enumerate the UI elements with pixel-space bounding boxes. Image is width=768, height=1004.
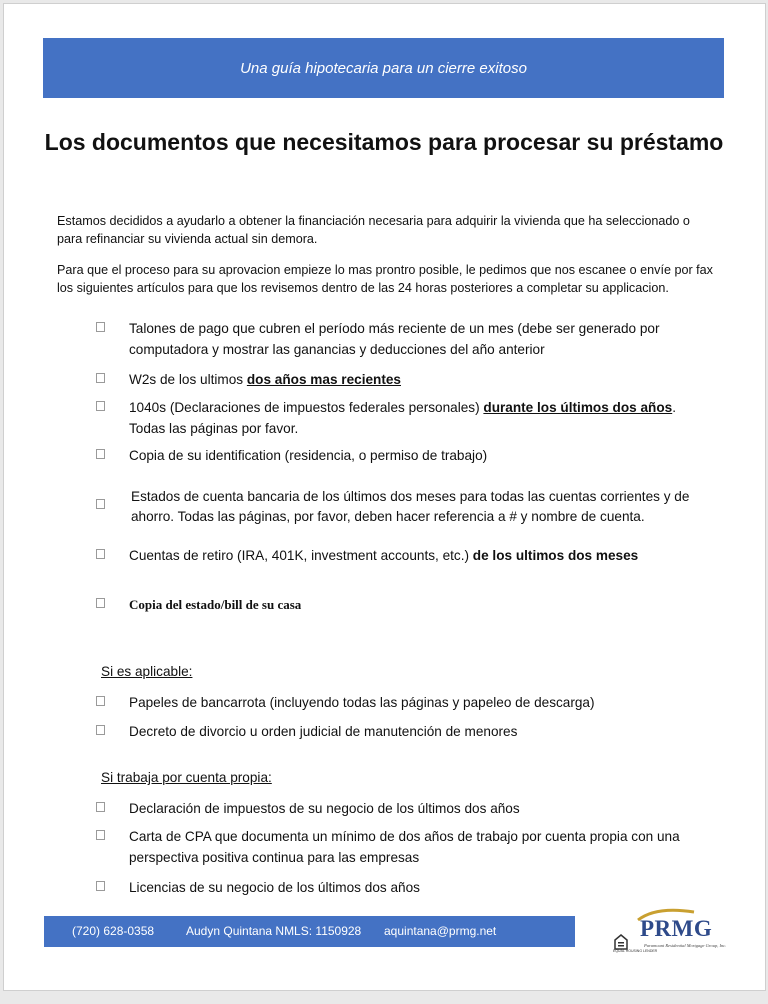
applicable-heading: Si es aplicable: bbox=[101, 664, 193, 679]
checkbox[interactable] bbox=[96, 598, 105, 608]
self-employed-item-business-taxes bbox=[96, 798, 696, 819]
page-title: Los documentos que necesitamos para procesar su préstamo bbox=[44, 129, 724, 155]
item-text: Copia del estado/bill de su casa bbox=[129, 597, 302, 612]
item-text-suffix: . Todas las páginas por favor. bbox=[129, 400, 676, 436]
item-text: Carta de CPA que documenta un mínimo de dos años de trabajo por cuenta propia con una perspectiva positiva continua para las empresas bbox=[129, 829, 680, 865]
item-text: Papeles de bancarrota (incluyendo todas las páginas y papeleo de descarga) bbox=[129, 695, 595, 710]
prmg-logo bbox=[614, 908, 744, 958]
checkbox[interactable] bbox=[96, 322, 105, 332]
intro-paragraph-2: Para que el proceso para su aprovacion empieze lo mas prontro posible, le pedimos que nos escanee o envíe por fax los siguientes artículos para que los revisemos dentro de las 24 horas posteriores a completar su applicacion. bbox=[57, 263, 713, 295]
checkbox[interactable] bbox=[96, 696, 105, 706]
checklist-item-retirement bbox=[96, 545, 696, 566]
item-emphasis: dos años mas recientes bbox=[246, 372, 401, 387]
applicable-item-bankruptcy bbox=[96, 692, 696, 713]
self-employed-item-licenses bbox=[96, 877, 696, 898]
checklist-item-identification bbox=[96, 445, 696, 466]
checkbox[interactable] bbox=[96, 549, 105, 559]
footer-contact: Audyn Quintana NMLS: 1150928 bbox=[186, 924, 362, 938]
item-text: Copia de su identification (residencia, o permiso de trabajo) bbox=[129, 448, 488, 463]
footer-phone[interactable]: (720) 628-0358 bbox=[72, 924, 155, 938]
item-emphasis: de los ultimos dos meses bbox=[472, 548, 639, 563]
checkbox[interactable] bbox=[96, 373, 105, 383]
checkbox[interactable] bbox=[96, 499, 105, 509]
banner-subtitle: Una guía hipotecaria para un cierre exitoso bbox=[240, 59, 527, 77]
item-text: Declaración de impuestos de su negocio de los últimos dos años bbox=[129, 801, 520, 816]
checkbox[interactable] bbox=[96, 401, 105, 411]
intro-paragraph-1: Estamos decididos a ayudarlo a obtener la financiación necesaria para adquirir la vivienda que ha seleccionado o para refinanciar su vivienda actual sin demora. bbox=[57, 214, 690, 246]
logo-tagline: Paramount Residential Mortgage Group, Inc. bbox=[644, 943, 727, 948]
item-text: Decreto de divorcio u orden judicial de manutención de menores bbox=[129, 724, 518, 739]
item-text: Talones de pago que cubren el período más reciente de un mes (debe ser generado por computadora y mostrar las ganancias y deducciones del año anterior bbox=[129, 321, 660, 357]
checkbox[interactable] bbox=[96, 830, 105, 840]
item-emphasis: durante los últimos dos años bbox=[483, 400, 673, 415]
checklist-item-home-statement bbox=[96, 594, 696, 615]
self-employed-item-cpa-letter bbox=[96, 826, 696, 868]
item-text: W2s de los ultimos bbox=[129, 372, 247, 387]
checklist-item-tax-returns bbox=[96, 397, 696, 439]
item-text: Estados de cuenta bancaria de los últimos dos meses para todas las cuentas corrientes y de ahorro. Todas las páginas, por favor, deben hacer referencia a # y nombre de cuenta. bbox=[131, 489, 690, 524]
applicable-item-divorce bbox=[96, 721, 696, 742]
footer-email[interactable]: aquintana@prmg.net bbox=[384, 924, 497, 938]
self-employed-heading: Si trabaja por cuenta propia: bbox=[101, 770, 272, 785]
checklist-item-paystubs bbox=[96, 318, 696, 360]
item-text: 1040s (Declaraciones de impuestos federales personales) bbox=[129, 400, 484, 415]
checkbox[interactable] bbox=[96, 802, 105, 812]
equal-housing-label: EQUAL HOUSING LENDER bbox=[613, 949, 658, 953]
document-page bbox=[3, 3, 766, 991]
checklist-item-w2 bbox=[96, 369, 696, 390]
item-text: Cuentas de retiro (IRA, 401K, investment accounts, etc.) bbox=[129, 548, 473, 563]
logo-name: PRMG bbox=[640, 916, 713, 941]
checkbox[interactable] bbox=[96, 449, 105, 459]
footer-bar bbox=[44, 916, 575, 947]
item-text: Licencias de su negocio de los últimos dos años bbox=[129, 880, 420, 895]
header-banner bbox=[43, 38, 724, 98]
checklist-item-bank-statements bbox=[96, 487, 696, 527]
checkbox[interactable] bbox=[96, 725, 105, 735]
checkbox[interactable] bbox=[96, 881, 105, 891]
